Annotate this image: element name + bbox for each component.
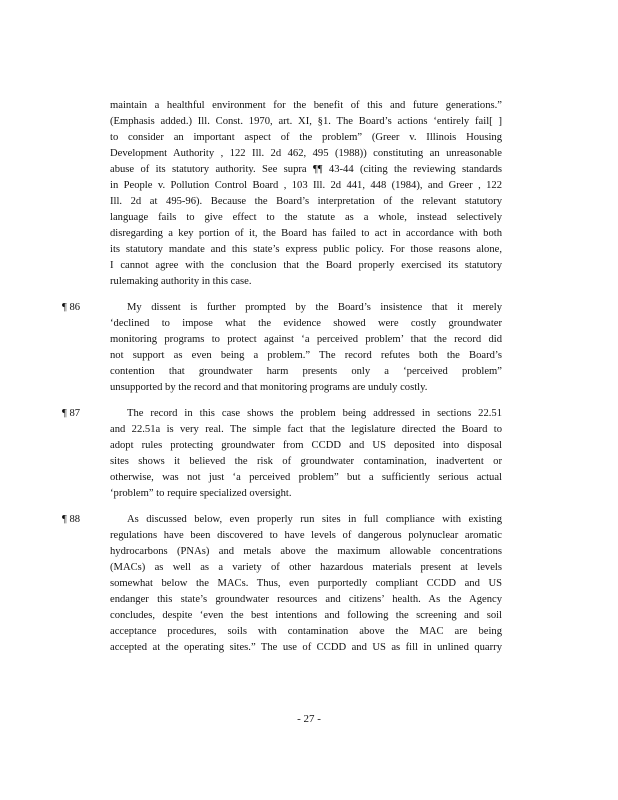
text-line: rulemaking authority in this case. (110, 276, 252, 287)
text-line: regulations have been discovered to have levels of dangerous polynuclear aromatic (110, 530, 502, 541)
page-number: - 27 - (297, 713, 321, 725)
text-line: (Emphasis added.) Ill. Const. 1970, art. XI, §1. The Board’s actions ‘entirely fail[ ] (110, 116, 502, 127)
text-line: monitoring programs to protect against ‘a perceived problem’ that the record did (110, 334, 502, 345)
paragraph-number: ¶ 86 (62, 302, 81, 313)
text-line: concludes, despite ‘even the best intentions and following the screening and soil (110, 610, 502, 621)
text-line: As discussed below, even properly run sites in full compliance with existing (127, 514, 502, 525)
text-line: its statutory mandate and this state’s express public policy. For those reasons alone, (110, 244, 502, 255)
text-line: maintain a healthful environment for the benefit of this and future generations.” (110, 100, 502, 111)
text-line: My dissent is further prompted by the Board’s insistence that it merely (127, 302, 502, 313)
text-line: hydrocarbons (PNAs) and metals above the maximum allowable concentrations (110, 546, 502, 557)
text-line: and 22.51a is very real. The simple fact that the legislature directed the Board to (110, 424, 502, 435)
text-line: endanger this state’s groundwater resources and citizens’ health. As the Agency (110, 594, 502, 605)
paragraph-number: ¶ 87 (62, 408, 81, 419)
text-line: Development Authority , 122 Ill. 2d 462, 495 (1988)) constituting an unreasonable (110, 148, 502, 159)
text-line: accepted at the operating sites.” The use of CCDD and US as fill in unlined quarry (110, 642, 502, 653)
text-line: acceptance procedures, soils with contamination above the MAC are being (110, 626, 502, 637)
text-line: ‘problem” to require specialized oversight. (110, 488, 292, 499)
text-line: ‘declined to impose what the evidence showed were costly groundwater (110, 318, 502, 329)
text-line: somewhat below the MACs. Thus, even purportedly compliant CCDD and US (110, 578, 502, 589)
text-line: abuse of its statutory authority. See supra ¶¶ 43-44 (citing the reviewing standards (110, 164, 502, 175)
paragraph-number: ¶ 88 (62, 514, 81, 525)
text-line: The record in this case shows the problem being addressed in sections 22.51 (127, 408, 502, 419)
text-line: to consider an important aspect of the problem” (Greer v. Illinois Housing (110, 132, 502, 143)
text-line: otherwise, was not just ‘a perceived problem” but a sufficiently serious actual (110, 472, 502, 483)
text-line: Ill. 2d at 495-96). Because the Board’s interpretation of the relevant statutory (110, 196, 502, 207)
text-line: adopt rules protecting groundwater from CCDD and US deposited into disposal (110, 440, 502, 451)
text-line: unsupported by the record and that monitoring programs are unduly costly. (110, 382, 428, 393)
text-line: not support as even being a problem.” The record refutes both the Board’s (110, 350, 502, 361)
text-line: language fails to give effect to the statute as a whole, instead selectively (110, 212, 502, 223)
text-line: in People v. Pollution Control Board , 103 Ill. 2d 441, 448 (1984), and Greer , 122 (110, 180, 502, 191)
text-line: (MACs) as well as a variety of other hazardous materials present at levels (110, 562, 502, 573)
text-line: I cannot agree with the conclusion that the Board properly exercised its statutory (110, 260, 502, 271)
text-line: disregarding a key portion of it, the Board has failed to act in accordance with both (110, 228, 502, 239)
text-line: contention that groundwater harm presents only a ‘perceived problem” (110, 366, 502, 377)
text-line: sites shows it believed the risk of groundwater contamination, inadvertent or (110, 456, 502, 467)
